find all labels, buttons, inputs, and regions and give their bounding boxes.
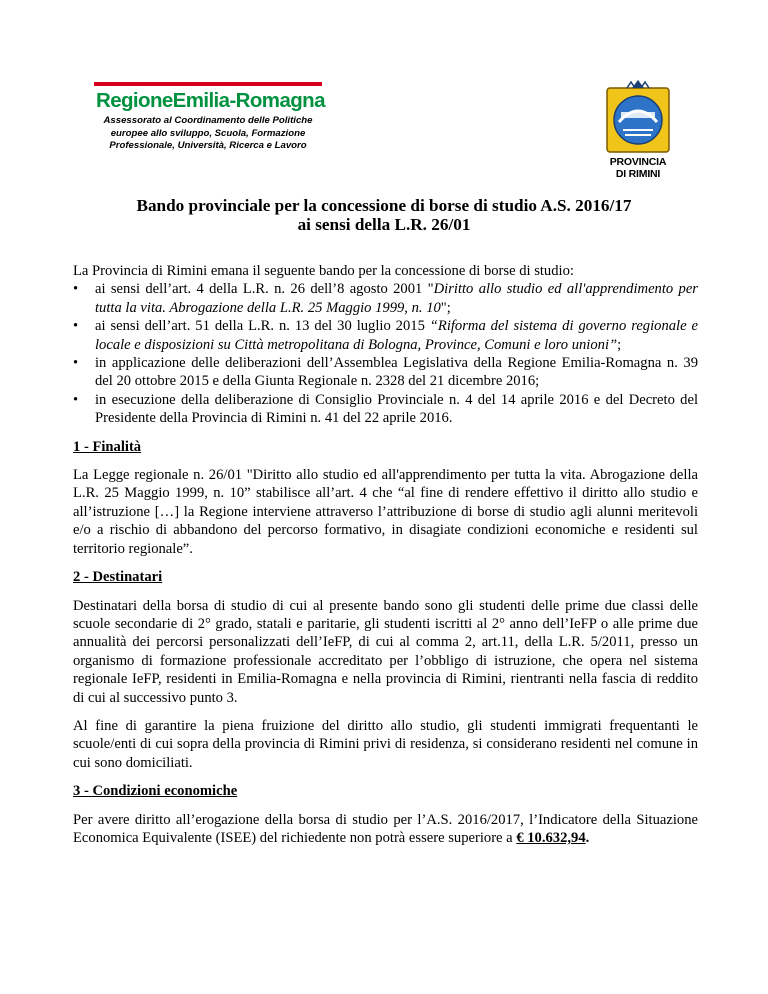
intro-item <box>73 317 698 354</box>
intro-list <box>73 280 698 427</box>
bullet-icon: • <box>73 355 79 372</box>
title-line1: Bando provinciale per la concessione di borse di studio A.S. 2016/17 <box>136 196 632 215</box>
condizioni-end: . <box>585 829 590 846</box>
province-crest-icon <box>605 78 671 156</box>
province-line2: DI RIMINI <box>615 168 661 180</box>
section-text-immigrati: Al fine di garantire la piena fruizione del diritto allo studio, gli studenti immigrati frequentanti le scuole/enti di cui sopra della provincia di Rimini privi di residenza, si considerano residenti nel comune in cui sono domiciliati. <box>73 717 698 771</box>
document-body <box>73 262 698 847</box>
section-text-finalita: La Legge regionale n. 26/01 "Diritto allo studio ed all'apprendimento per tutta la vita. Abrogazione della L.R. 25 Maggio 1999, n. 10” stabilisce all’art. 4 che “al fine di rendere effettivo il diritto allo studio e all’istruzione […] la Regione interviene attraverso l’attribuzione di borse di studio agli alunni meritevoli e/o a rischio di abbandono del percorso formativo, in disagiate condizioni economiche e residenti sul territorio regionale”. <box>73 467 698 557</box>
intro-item-end: ; <box>617 336 622 353</box>
region-subtitle: Assessorato al Coordinamento delle Politiche europee allo sviluppo, Scuola, Formazione Professionale, Università, Ricerca e Lavoro <box>103 115 313 152</box>
title-line2: ai sensi della L.R. 26/01 <box>297 214 471 234</box>
province-logo <box>604 78 672 180</box>
intro-item-text: ai sensi dell’art. 51 della L.R. n. 13 del 30 luglio 2015 <box>95 318 430 335</box>
intro-item-title: Diritto allo studio ed all'apprendimento per tutta la vita. Abrogazione della L.R. 25 Maggio 1999, n. 10 <box>95 281 698 316</box>
section-text-destinatari: Destinatari della borsa di studio di cui al presente bando sono gli studenti delle prime due classi delle scuole secondarie di 2° grado, statali e paritarie, gli studenti iscritti al 2° anno dell’IeFP o alle prime due annualità dei percorsi personalizzati dell’IeFP, di cui al comma 2, art.11, della L.R. 5/2011, presso un organismo di formazione professionale accreditato per l’obbligo di istruzione, che opera nel sistema regionale IeFP, residenti in Emilia-Romagna e nella provincia di Rimini, rientranti nella fascia di reddito di cui al successivo punto 3. <box>73 597 698 706</box>
intro-item <box>73 354 698 391</box>
bullet-icon: • <box>73 318 79 335</box>
section-heading-condizioni: 3 - Condizioni economiche <box>73 783 238 800</box>
bullet-icon: • <box>73 391 79 408</box>
intro-item <box>73 391 698 428</box>
region-logo <box>94 82 324 153</box>
intro-item-title: “Riforma del sistema di governo regionale e locale e disposizioni su Città metropolitana di Bologna, Province, Comuni e loro unioni” <box>95 318 698 353</box>
document-title <box>70 197 698 234</box>
condizioni-text: Per avere diritto all’erogazione della borsa di studio per l’A.S. 2016/2017, l’Indicatore della Situazione Economica Equivalente (ISEE) del richiedente non potrà essere superiore a <box>73 811 698 846</box>
section-text-condizioni <box>73 811 698 848</box>
isee-amount: € 10.632,94 <box>516 829 586 846</box>
intro-item <box>73 280 698 317</box>
intro-item-text: in applicazione delle deliberazioni dell’Assemblea Legislativa della Regione Emilia-Romagna n. 39 del 20 ottobre 2015 e della Giunta Regionale n. 2328 del 21 dicembre 2016; <box>95 355 698 390</box>
intro-item-text: ai sensi dell’art. 4 della L.R. n. 26 dell’8 agosto 2001 " <box>95 281 434 298</box>
section-heading-destinatari: 2 - Destinatari <box>73 569 163 586</box>
region-logo-bar <box>94 82 322 86</box>
province-line1: PROVINCIA <box>609 156 667 168</box>
section-heading-finalita: 1 - Finalità <box>73 438 142 455</box>
intro-lead: La Provincia di Rimini emana il seguente bando per la concessione di borse di studio: <box>73 263 574 279</box>
region-logo-row <box>94 90 324 112</box>
region-name: RegioneEmilia-Romagna <box>96 89 325 112</box>
bullet-icon: • <box>73 281 79 298</box>
intro-item-end: "; <box>440 299 451 316</box>
intro-item-text: in esecuzione della deliberazione di Consiglio Provinciale n. 4 del 14 aprile 2016 e del Decreto del Presidente della Provincia di Rimini n. 41 del 22 aprile 2016. <box>95 391 698 427</box>
